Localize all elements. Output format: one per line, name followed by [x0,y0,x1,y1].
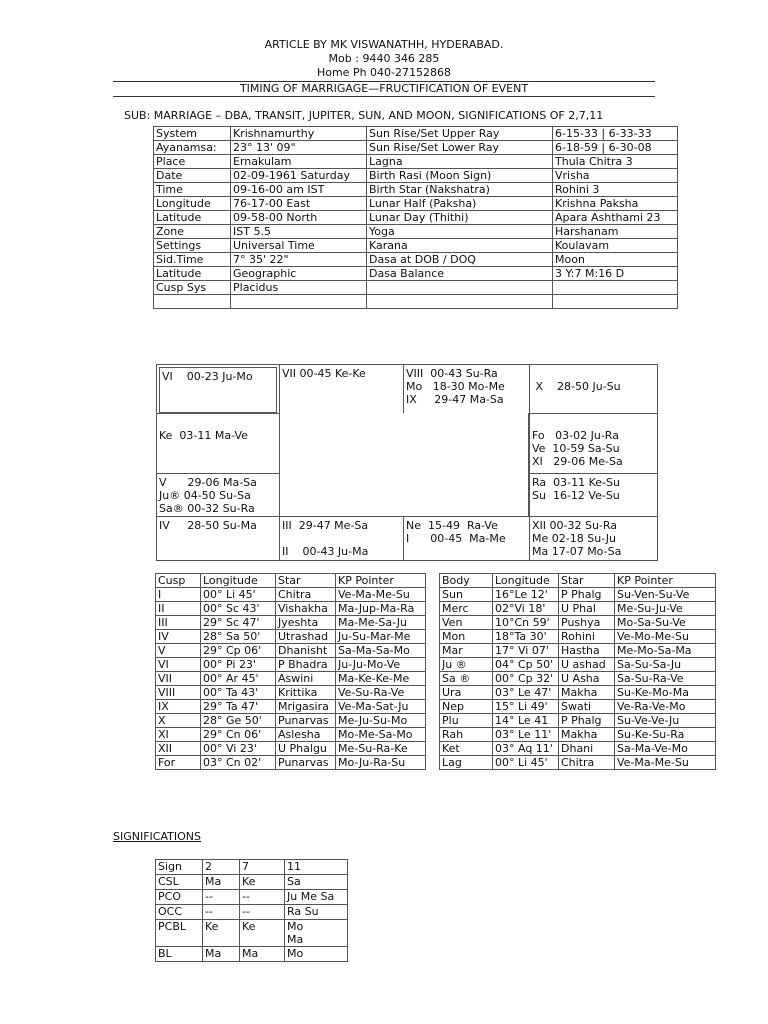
table-cell: 04° Cp 50' [493,658,559,672]
table-header-row [156,860,348,875]
significations-table [155,859,348,962]
column-gap [426,616,440,630]
field-label: Ayanamsa: [154,141,231,155]
table-cell: XI [156,728,201,742]
field-label: Latitude [154,211,231,225]
table-cell: 29° Ta 47' [201,700,276,714]
table-cell: -- [203,890,240,905]
table-row [156,616,716,630]
table-cell: V [156,644,201,658]
table-row [156,920,348,947]
table-cell: Su-Ke-Su-Ra [615,728,716,742]
table-cell: Sa-Su-Ra-Ve [615,672,716,686]
table-cell: Ma [203,875,240,890]
table-row [156,947,348,962]
subject-line: SUB: MARRIAGE – DBA, TRANSIT, JUPITER, SUN, AND MOON, SIGNIFICATIONS OF 2,7,11 [124,109,604,122]
table-row [156,890,348,905]
column-gap [426,686,440,700]
article-title: TIMING OF MARRIGAGE—FRUCTIFICATION OF EVENT [239,82,529,95]
field-label: Longitude [154,197,231,211]
table-cell: PCBL [156,920,203,947]
table-cell: 00° Cp 32' [493,672,559,686]
table-cell: Ma-Me-Sa-Ju [336,616,426,630]
table-cell: Mo Ma [285,920,348,947]
table-cell: 03° Le 47' [493,686,559,700]
table-row [156,644,716,658]
table-cell: Chitra [559,756,615,770]
table-cell: 00° Vi 23' [201,742,276,756]
table-cell: Me-Su-Ra-Ke [336,742,426,756]
field-label [367,295,553,309]
table-cell: Makha [559,728,615,742]
table-cell: Star [559,574,615,588]
table-cell: Ke [240,920,285,947]
table-cell: For [156,756,201,770]
table-cell: Sa-Ma-Ve-Mo [615,742,716,756]
table-cell: Sa [285,875,348,890]
field-value: 7° 35' 22" [231,253,367,267]
field-label: Cusp Sys [154,281,231,295]
field-value: 23° 13' 09" [231,141,367,155]
table-row [156,672,716,686]
table-cell: VI [156,658,201,672]
field-label: System [154,127,231,141]
phone-line: Home Ph 040-27152868 [316,66,452,79]
table-cell: Ve-Ma-Me-Su [615,756,716,770]
table-row [154,295,678,309]
field-label: Yoga [367,225,553,239]
table-cell: Aslesha [276,728,336,742]
column-gap [426,672,440,686]
table-cell: 7 [240,860,285,875]
chart-cell-ke: Ke 03-11 Ma-Ve [157,413,279,473]
table-cell: Nep [440,700,493,714]
table-cell: Makha [559,686,615,700]
chart-cell-iv: IV 28-50 Su-Ma [157,516,279,560]
field-value: 6-18-59 | 6-30-08 [553,141,678,155]
field-value: Vrisha [553,169,678,183]
field-value: Geographic [231,267,367,281]
table-cell: IX [156,700,201,714]
field-label: Lunar Day (Thithi) [367,211,553,225]
table-cell: -- [203,905,240,920]
column-gap [426,728,440,742]
table-row [154,127,678,141]
table-cell: Ra Su [285,905,348,920]
table-row [156,630,716,644]
table-cell: Body [440,574,493,588]
table-row [154,225,678,239]
table-cell: Ve-Ma-Me-Su [336,588,426,602]
author-line: ARTICLE BY MK VISWANATHH, HYDERABAD. [264,38,504,51]
table-cell: VIII [156,686,201,700]
field-value: 09-58-00 North [231,211,367,225]
table-cell: -- [240,890,285,905]
table-cell: 29° Cp 06' [201,644,276,658]
table-cell: I [156,588,201,602]
table-row [154,253,678,267]
table-cell: 03° Cn 02' [201,756,276,770]
table-row [154,197,678,211]
table-cell: 17° Vi 07' [493,644,559,658]
table-cell: Star [276,574,336,588]
field-label: Lunar Half (Paksha) [367,197,553,211]
table-cell: U ashad [559,658,615,672]
table-cell: Sun [440,588,493,602]
field-label: Zone [154,225,231,239]
table-cell: Ma [240,947,285,962]
field-label: Latitude [154,267,231,281]
table-cell: 28° Ge 50' [201,714,276,728]
field-value: Krishnamurthy [231,127,367,141]
column-gap [426,756,440,770]
field-label: Birth Star (Nakshatra) [367,183,553,197]
field-value: Ernakulam [231,155,367,169]
table-cell: U Phal [559,602,615,616]
table-cell: Me-Ju-Su-Mo [336,714,426,728]
field-label: Date [154,169,231,183]
table-cell: Mo-Sa-Su-Ve [615,616,716,630]
chart-cell-iii: III 29-47 Me-Sa II 00-43 Ju-Ma [279,516,403,560]
table-cell: Me-Mo-Sa-Ma [615,644,716,658]
table-cell: Rohini [559,630,615,644]
field-value: Koulavam [553,239,678,253]
chart-cell-ra: Ra 03-11 Ke-Su Su 16-12 Ve-Su [529,473,657,516]
field-label: Birth Rasi (Moon Sign) [367,169,553,183]
table-cell: OCC [156,905,203,920]
table-cell: PCO [156,890,203,905]
table-cell: Rah [440,728,493,742]
table-cell: 29° Cn 06' [201,728,276,742]
table-cell: Su-Ke-Mo-Ma [615,686,716,700]
column-gap [426,602,440,616]
cusp-planet-table [155,573,716,770]
table-header-row [156,574,716,588]
table-cell: Ma [203,947,240,962]
field-label: Dasa Balance [367,267,553,281]
field-value: Rohini 3 [553,183,678,197]
table-row [154,169,678,183]
field-value: Universal Time [231,239,367,253]
table-cell: Ju Me Sa [285,890,348,905]
table-cell: Longitude [493,574,559,588]
table-row [156,728,716,742]
chart-center [279,413,529,516]
table-cell: Pushya [559,616,615,630]
chart-cell-v: V 29-06 Ma-Sa Ju® 04-50 Su-Sa Sa® 00-32 Su-Ra [157,473,279,516]
table-row [154,267,678,281]
column-gap [426,742,440,756]
table-cell: Chitra [276,588,336,602]
table-cell: P Bhadra [276,658,336,672]
field-value: Harshanam [553,225,678,239]
field-label: Settings [154,239,231,253]
field-label: Time [154,183,231,197]
field-value: 6-15-33 | 6-33-33 [553,127,678,141]
field-label: Karana [367,239,553,253]
table-cell: BL [156,947,203,962]
table-cell: Ma-Jup-Ma-Ra [336,602,426,616]
field-value: Krishna Paksha [553,197,678,211]
table-row [154,155,678,169]
chart-cell-vi: VI 00-23 Ju-Mo [159,367,277,413]
field-value: Moon [553,253,678,267]
table-row [156,602,716,616]
table-cell: II [156,602,201,616]
table-cell: 00° Ar 45' [201,672,276,686]
table-cell: Sign [156,860,203,875]
table-cell: Punarvas [276,756,336,770]
table-cell: Ke [203,920,240,947]
table-cell: KP Pointer [336,574,426,588]
chart-cell-viii: VIII 00-43 Su-Ra Mo 18-30 Mo-Me IX 29-47 Ma-Sa [403,365,529,413]
table-cell: Ju-Ju-Mo-Ve [336,658,426,672]
table-row [154,183,678,197]
table-cell: Cusp [156,574,201,588]
table-cell: 02°Vi 18' [493,602,559,616]
table-cell: 18°Ta 30' [493,630,559,644]
table-cell: Mrigasira [276,700,336,714]
table-cell: Ura [440,686,493,700]
table-cell: XII [156,742,201,756]
table-cell: Krittika [276,686,336,700]
table-cell: Longitude [201,574,276,588]
horoscope-chart [156,364,658,561]
table-cell: Mar [440,644,493,658]
table-cell: Hastha [559,644,615,658]
table-cell: 00° Li 45' [493,756,559,770]
table-cell: Me-Su-Ju-Ve [615,602,716,616]
table-cell: Mon [440,630,493,644]
field-label: Sid.Time [154,253,231,267]
table-cell: Dhani [559,742,615,756]
table-cell: Swati [559,700,615,714]
column-gap [426,714,440,728]
table-cell: U Phalgu [276,742,336,756]
table-cell: 00° Li 45' [201,588,276,602]
table-cell: III [156,616,201,630]
table-cell: Ket [440,742,493,756]
chart-cell-fo: Fo 03-02 Ju-Ra Ve 10-59 Sa-Su XI 29-06 Me-Sa [529,413,657,473]
table-cell: 03° Aq 11' [493,742,559,756]
table-row [154,141,678,155]
table-cell: Sa-Ma-Sa-Mo [336,644,426,658]
chart-cell-x: X 28-50 Ju-Su [529,365,657,413]
field-label [367,281,553,295]
table-cell: Vishakha [276,602,336,616]
field-value [553,281,678,295]
table-cell: Su-Ve-Ve-Ju [615,714,716,728]
table-cell: Sa ® [440,672,493,686]
table-cell: 00° Ta 43' [201,686,276,700]
field-value: 76-17-00 East [231,197,367,211]
table-row [154,281,678,295]
table-cell: Jyeshta [276,616,336,630]
table-cell: Plu [440,714,493,728]
table-cell: 14° Le 41 [493,714,559,728]
table-cell: 28° Sa 50' [201,630,276,644]
birth-details-table [153,126,678,309]
table-cell: 15° Li 49' [493,700,559,714]
table-row [156,658,716,672]
table-row [156,588,716,602]
table-cell: -- [240,905,285,920]
table-row [156,742,716,756]
table-cell: Ve-Su-Ra-Ve [336,686,426,700]
table-cell: Mo-Me-Sa-Mo [336,728,426,742]
table-cell: Dhanisht [276,644,336,658]
field-label: Sun Rise/Set Lower Ray [367,141,553,155]
field-value: Placidus [231,281,367,295]
column-gap [426,630,440,644]
table-cell: Ve-Mo-Me-Su [615,630,716,644]
column-gap [426,574,440,588]
field-label [154,295,231,309]
column-gap [426,658,440,672]
table-cell: Merc [440,602,493,616]
table-cell: P Phalg [559,588,615,602]
table-cell: 2 [203,860,240,875]
table-cell: KP Pointer [615,574,716,588]
field-label: Dasa at DOB / DOQ [367,253,553,267]
table-cell: IV [156,630,201,644]
table-cell: Sa-Su-Sa-Ju [615,658,716,672]
column-gap [426,644,440,658]
table-row [156,714,716,728]
table-cell: Punarvas [276,714,336,728]
table-cell: 29° Sc 47' [201,616,276,630]
field-value: 02-09-1961 Saturday [231,169,367,183]
table-cell: Ma-Ke-Ke-Me [336,672,426,686]
table-cell: Ven [440,616,493,630]
field-value [231,295,367,309]
table-cell: 11 [285,860,348,875]
table-row [156,756,716,770]
table-cell: Ke [240,875,285,890]
table-cell: Utrashad [276,630,336,644]
chart-cell-xii: XII 00-32 Su-Ra Me 02-18 Su-Ju Ma 17-07 Mo-Sa [529,516,657,560]
table-cell: 16°Le 12' [493,588,559,602]
field-value: Apara Ashthami 23 [553,211,678,225]
table-row [154,239,678,253]
table-cell: Ju-Su-Mar-Me [336,630,426,644]
column-gap [426,588,440,602]
field-value: 09-16-00 am IST [231,183,367,197]
table-row [156,686,716,700]
column-gap [426,700,440,714]
mobile-line: Mob : 9440 346 285 [328,52,440,65]
table-row [156,905,348,920]
table-cell: Ve-Ra-Ve-Mo [615,700,716,714]
table-cell: 00° Sc 43' [201,602,276,616]
table-cell: Su-Ven-Su-Ve [615,588,716,602]
table-cell: VII [156,672,201,686]
table-cell: Mo [285,947,348,962]
chart-cell-ne: Ne 15-49 Ra-Ve I 00-45 Ma-Me [403,516,529,560]
field-label: Lagna [367,155,553,169]
table-cell: X [156,714,201,728]
chart-cell-vii: VII 00-45 Ke-Ke [279,365,403,413]
table-cell: Lag [440,756,493,770]
field-label: Place [154,155,231,169]
table-row [156,700,716,714]
table-cell: 03° Le 11' [493,728,559,742]
table-row [156,875,348,890]
table-cell: Ju ® [440,658,493,672]
title-rule [113,96,655,97]
table-cell: CSL [156,875,203,890]
significations-title: SIGNIFICATIONS [113,830,201,843]
table-cell: Aswini [276,672,336,686]
field-value: IST 5.5 [231,225,367,239]
table-cell: 00° Pi 23' [201,658,276,672]
table-row [154,211,678,225]
field-value [553,295,678,309]
field-value: 3 Y:7 M:16 D [553,267,678,281]
table-cell: Ve-Ma-Sat-Ju [336,700,426,714]
table-cell: 10°Cn 59' [493,616,559,630]
field-value: Thula Chitra 3 [553,155,678,169]
table-cell: U Asha [559,672,615,686]
table-cell: P Phalg [559,714,615,728]
field-label: Sun Rise/Set Upper Ray [367,127,553,141]
table-cell: Mo-Ju-Ra-Su [336,756,426,770]
